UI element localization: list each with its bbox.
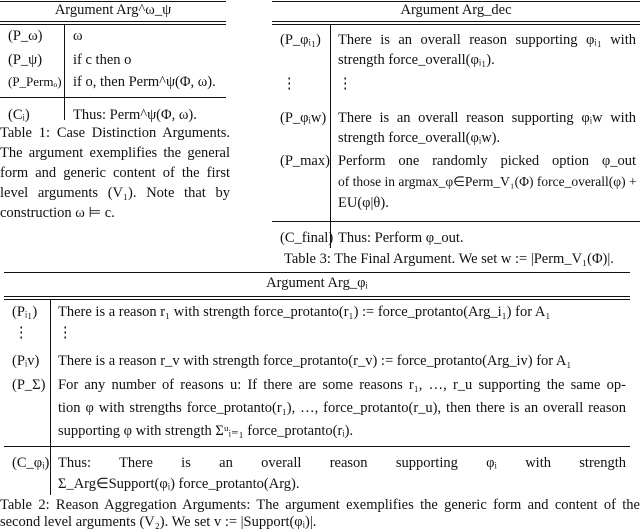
conclusion-label: (C_final) <box>280 230 334 246</box>
row-text: supporting φ with strength Σᵘᵢ₌₁ force_protanto(rᵢ). <box>58 423 354 439</box>
double-rule <box>0 21 226 22</box>
conclusion-text: Thus: Perm^ψ(Φ, ω). <box>73 107 197 123</box>
ellipsis: ⋮ <box>282 76 297 92</box>
row-text: EU(φ|θ). <box>338 195 389 211</box>
row-text: There is an overall reason supporting φᵢw with <box>338 110 636 126</box>
row-text: tion φ with strengths force_protanto(r₁), …, force_protanto(r_u), then there is an overall reason <box>58 400 626 416</box>
rule <box>272 221 640 222</box>
top-rule <box>4 272 630 273</box>
row-text: Perform one randomly picked option φ_out <box>338 153 636 169</box>
column-divider <box>64 24 65 120</box>
caption-line: form and generic content of the first <box>0 165 230 181</box>
row-text: strength force_overall(φᵢ₁). <box>338 52 495 68</box>
conclusion-text: Σ_Arg∈Support(φᵢ) force_protanto(Arg). <box>58 476 300 492</box>
row-text: For any number of reasons u: If there are some reasons r₁, …, r_u supporting the same op- <box>58 377 626 393</box>
row-text: if c then o <box>73 52 132 68</box>
table-title: Argument Arg_φᵢ <box>266 275 368 291</box>
row-text: ω <box>73 28 83 44</box>
conclusion-text: Thus: There is an overall reason supporting φᵢ with strength <box>58 455 626 471</box>
double-rule <box>0 24 226 25</box>
row-label: (Pᵢv) <box>12 353 40 369</box>
conclusion-label: (Cᵢ) <box>8 107 30 123</box>
row-label: (P_Σ) <box>12 377 46 393</box>
double-rule <box>4 299 630 300</box>
caption-line: Table 2: Reason Aggregation Arguments: The argument exemplifies the generic form and content of the <box>0 497 640 513</box>
row-label: (Pᵢ₁) <box>12 304 38 320</box>
caption-line: second level arguments (V₂). We set v := |Support(φᵢ)|. <box>0 514 317 530</box>
column-divider <box>50 299 51 495</box>
row-text: There is a reason r_v with strength force_protanto(r_v) := force_protanto(Arg_iv) for A₁ <box>58 353 572 369</box>
row-text: strength force_overall(φᵢw). <box>338 130 501 146</box>
rule <box>4 446 630 447</box>
conclusion-label: (C_φᵢ) <box>12 455 50 471</box>
caption-line: level arguments (V₁). Note that by <box>0 185 230 201</box>
caption-line: Table 1: Case Distinction Arguments. <box>0 125 230 141</box>
row-text: There is an overall reason supporting φᵢ₁ with <box>338 32 636 48</box>
conclusion-text: Thus: Perform φ_out. <box>338 230 464 246</box>
caption-line: construction ω ⊨ c. <box>0 205 115 221</box>
column-divider <box>330 24 331 248</box>
row-label: (P_ω) <box>8 28 43 44</box>
table-title: Argument Arg^ω_ψ <box>54 2 172 18</box>
caption-line: Table 3: The Final Argument. We set w := |Perm_V₁(Φ)|. <box>284 251 614 267</box>
caption-line: The argument exemplifies the general <box>0 145 230 161</box>
row-label: (P_max) <box>280 153 330 169</box>
double-rule <box>272 24 640 25</box>
rule <box>0 97 226 98</box>
row-label: (P_φᵢ₁) <box>280 32 321 48</box>
double-rule <box>4 296 630 297</box>
ellipsis: ⋮ <box>338 76 353 92</box>
row-label: (P_φᵢw) <box>280 110 327 126</box>
row-label: (P_Permₒ) <box>8 74 62 89</box>
ellipsis: ⋮ <box>58 325 73 341</box>
row-text: if o, then Perm^ψ(Φ, ω). <box>73 74 216 90</box>
row-text: There is a reason r₁ with strength force_protanto(r₁) := force_protanto(Arg_i₁) for A₁ <box>58 304 551 320</box>
table-title: Argument Arg_dec <box>400 2 512 18</box>
double-rule <box>272 21 640 22</box>
ellipsis: ⋮ <box>14 325 29 341</box>
row-text: of those in argmax_φ∈Perm_V₁(Φ) force_overall(φ) + <box>338 174 637 189</box>
row-label: (P_ψ) <box>8 52 43 68</box>
